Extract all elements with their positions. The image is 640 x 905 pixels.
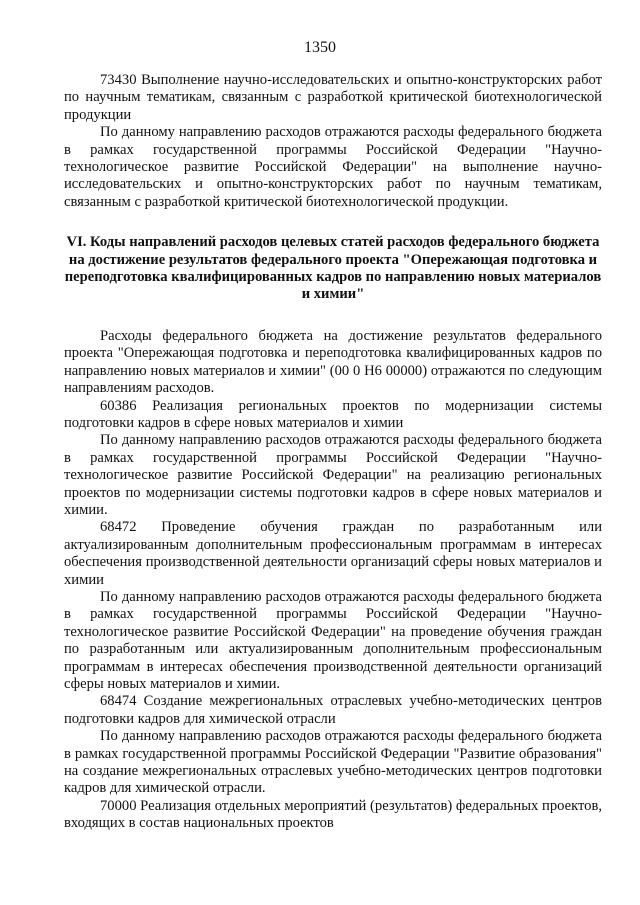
section-heading: VI. Коды направлений расходов целевых статей расходов федерального бюджета на достижение результатов федерального проекта "Опережающая подготовка и переподготовка квалифицированных кадров по направлению новых материалов и химии"	[64, 234, 602, 303]
paragraph-68472-title: 68472 Проведение обучения граждан по разработанным или актуализированным дополнительным профессиональным программам в интересах обеспечения производственной деятельности организаций сферы новых материалов и химии	[64, 519, 602, 588]
paragraph-60386-description: По данному направлению расходов отражаются расходы федерального бюджета в рамках государственной программы Российской Федерации "Научно-технологическое развитие Российской Федерации" на реализацию региональных проектов по модернизации системы подготовки кадров в сфере новых материалов и химии.	[64, 432, 602, 518]
paragraph-73430-title: 73430 Выполнение научно-исследовательских и опытно-конструкторских работ по научным тематикам, связанным с разработкой критической биотехнологической продукции	[64, 72, 602, 123]
page-body	[64, 72, 602, 833]
paragraph-68474-title: 68474 Создание межрегиональных отраслевых учебно-методических центров подготовки кадров для химической отрасли	[64, 693, 602, 727]
paragraph-70000-title: 70000 Реализация отдельных мероприятий (результатов) федеральных проектов, входящих в состав национальных проектов	[64, 797, 602, 832]
paragraph-section-intro: Расходы федерального бюджета на достижение результатов федерального проекта "Опережающая подготовка и переподготовка квалифицированных кадров по направлению новых материалов и химии" (00 0 Н6 00000) отражаются по следующим направлениям расходов.	[64, 327, 602, 397]
page-number: 1350	[304, 39, 336, 56]
paragraph-60386-title: 60386 Реализация региональных проектов по модернизации системы подготовки кадров в сфере новых материалов и химии	[64, 397, 602, 431]
paragraph-68472-description: По данному направлению расходов отражаются расходы федерального бюджета в рамках государственной программы Российской Федерации "Научно-технологическое развитие Российской Федерации" на проведение обучения граждан по разработанным или актуализированным дополнительным профессиональным программам в интересах обеспечения производственной деятельности организаций сферы новых материалов и химии.	[64, 588, 602, 692]
paragraph-73430-description: По данному направлению расходов отражаются расходы федерального бюджета в рамках государственной программы Российской Федерации "Научно-технологическое развитие Российской Федерации" на выполнение научно-исследовательских и опытно-конструкторских работ по научным тематикам, связанным с разработкой критической биотехнологической продукции.	[64, 124, 602, 210]
paragraph-68474-description: По данному направлению расходов отражаются расходы федерального бюджета в рамках государственной программы Российской Федерации "Развитие образования" на создание межрегиональных отраслевых учебно-методических центров подготовки кадров для химической отрасли.	[64, 728, 602, 797]
